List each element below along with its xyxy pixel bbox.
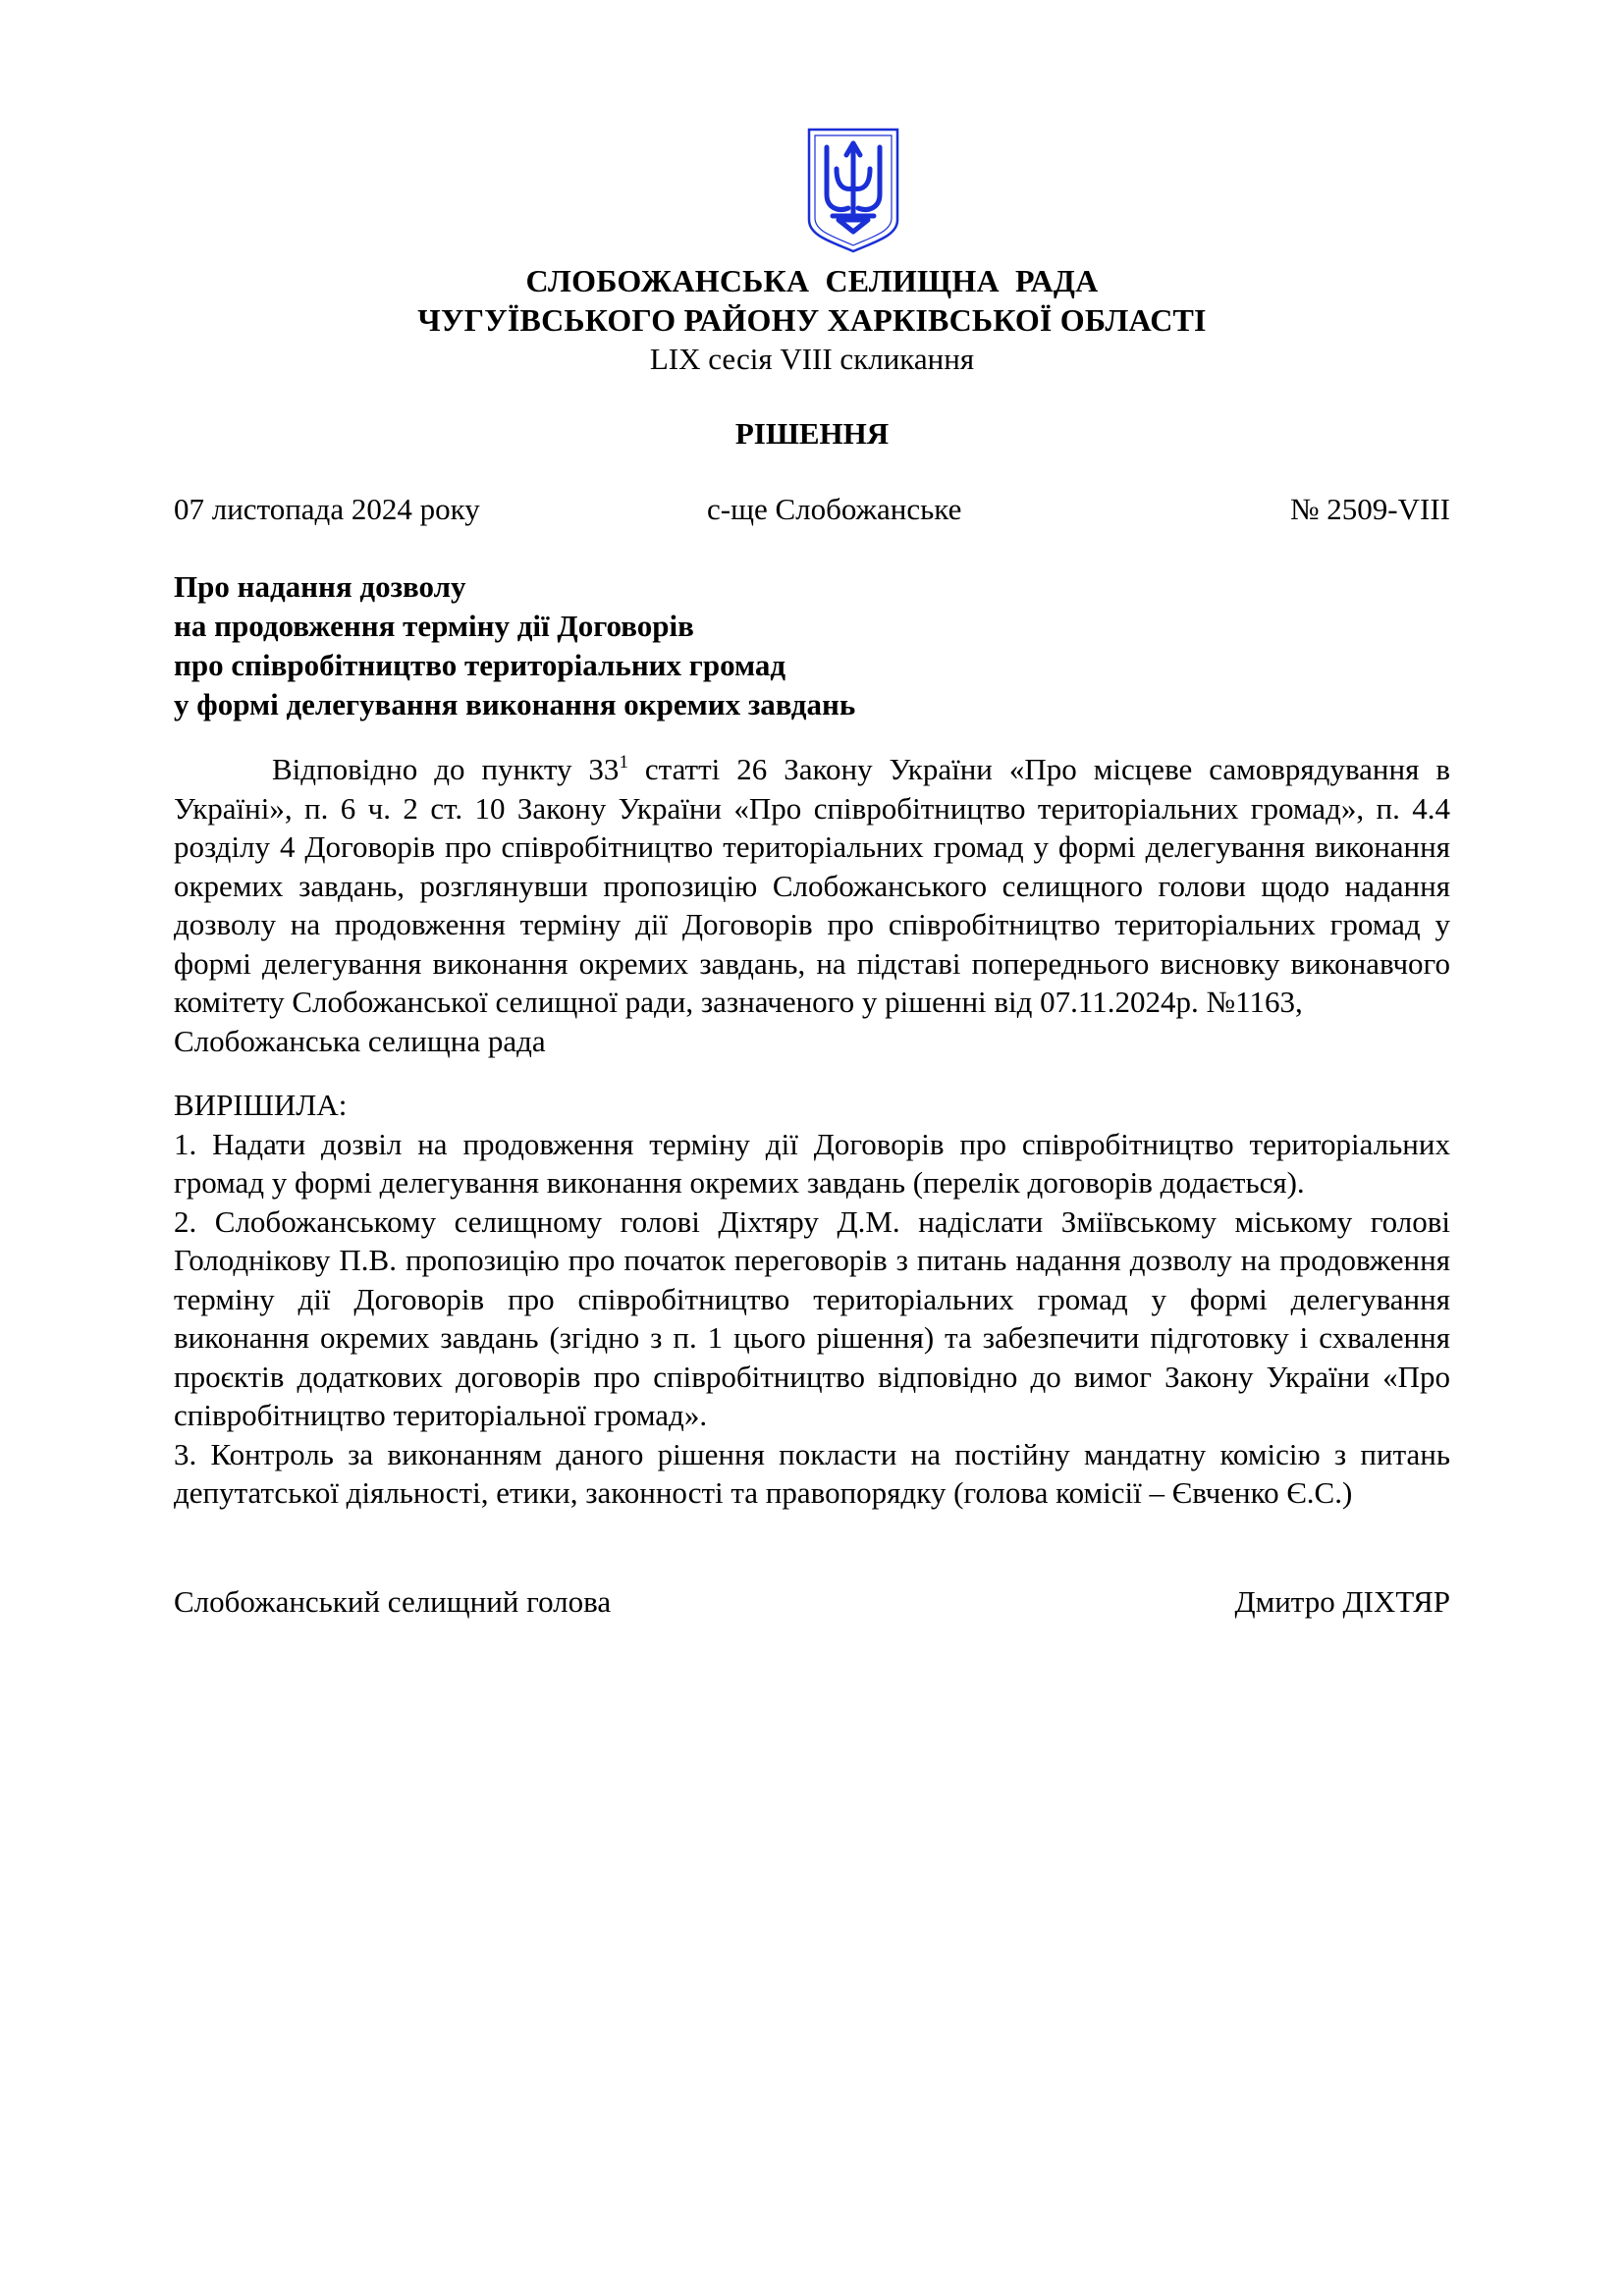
document-type-title: РІШЕННЯ — [734, 416, 890, 451]
trident-icon — [803, 126, 903, 254]
subject-line: про співробітництво територіальних громад — [174, 648, 786, 682]
decision-number: № 2509-VIII — [1289, 492, 1450, 526]
preamble-council: Слобожанська селищна рада — [174, 1023, 546, 1058]
preamble-paragraph — [174, 750, 1450, 1022]
org-name-line2: ЧУГУЇВСЬКОГО РАЙОНУ ХАРКІВСЬКОЇ ОБЛАСТІ — [417, 302, 1207, 338]
preamble-text: Відповідно до пункту 33 — [272, 752, 620, 786]
document-header — [0, 261, 1624, 379]
decision-date: 07 листопада 2024 року — [174, 492, 480, 526]
org-name-line1: СЛОБОЖАНСЬКА СЕЛИЩНА РАДА — [525, 263, 1099, 298]
decision-subject — [174, 567, 1156, 724]
signatory-name: Дмитро ДІХТЯР — [1234, 1584, 1450, 1619]
resolved-heading: ВИРІШИЛА: — [174, 1088, 348, 1122]
subject-line: Про надання дозволу — [174, 569, 466, 604]
decision-place: с-ще Слобожанське — [707, 492, 962, 526]
resolved-item: 2. Слобожанському селищному голові Діхтяру Д.М. надіслати Зміївському міському голові Голоднікову П.В. пропозицію про початок переговорів з питань надання дозволу на продовження терміну дії Договорів про співробітництво територіальних громад у формі делегування виконання окремих завдань (згідно з п. 1 цього рішення) та забезпечити підготовку і схвалення проєктів додаткових договорів про співробітництво відповідно до вимог Закону України «Про співробітництво територіальної громад». — [174, 1203, 1450, 1432]
preamble-superscript: 1 — [619, 752, 628, 773]
resolved-item: 1. Надати дозвіл на продовження терміну дії Договорів про співробітництво територіальних громад у формі делегування виконання окремих завдань (перелік договорів додається). — [174, 1126, 1450, 1200]
resolved-item: 3. Контроль за виконанням даного рішення покласти на постійну мандатну комісію з питань депутатської діяльності, етики, законності та правопорядку (голова комісії – Євченко Є.С.) — [174, 1436, 1450, 1510]
session-line: LIX сесія VIII скликання — [649, 342, 975, 376]
signatory-title: Слобожанський селищний голова — [174, 1584, 612, 1619]
preamble — [174, 750, 1450, 1060]
subject-line: у формі делегування виконання окремих завдань — [174, 687, 856, 721]
preamble-text: статті 26 Закону України «Про місцеве самоврядування в Україні», п. 6 ч. 2 ст. 10 Закону України «Про співробітництво територіальних громад», п. 4.4 розділу 4 Договорів про співробітництво територіальних громад у формі делегування виконання окремих завдань, розглянувши пропозицію Слобожанського селищного голови щодо надання дозволу на продовження терміну дії Договорів про співробітництво територіальних громад у формі делегування виконання окремих завдань, на підставі попереднього висновку виконавчого комітету Слобожанської селищної ради, зазначеного у рішенні від 07.11.2024р. №1163, — [174, 752, 1450, 1019]
subject-line: на продовження терміну дії Договорів — [174, 609, 694, 643]
resolved-section — [174, 1086, 1450, 1513]
